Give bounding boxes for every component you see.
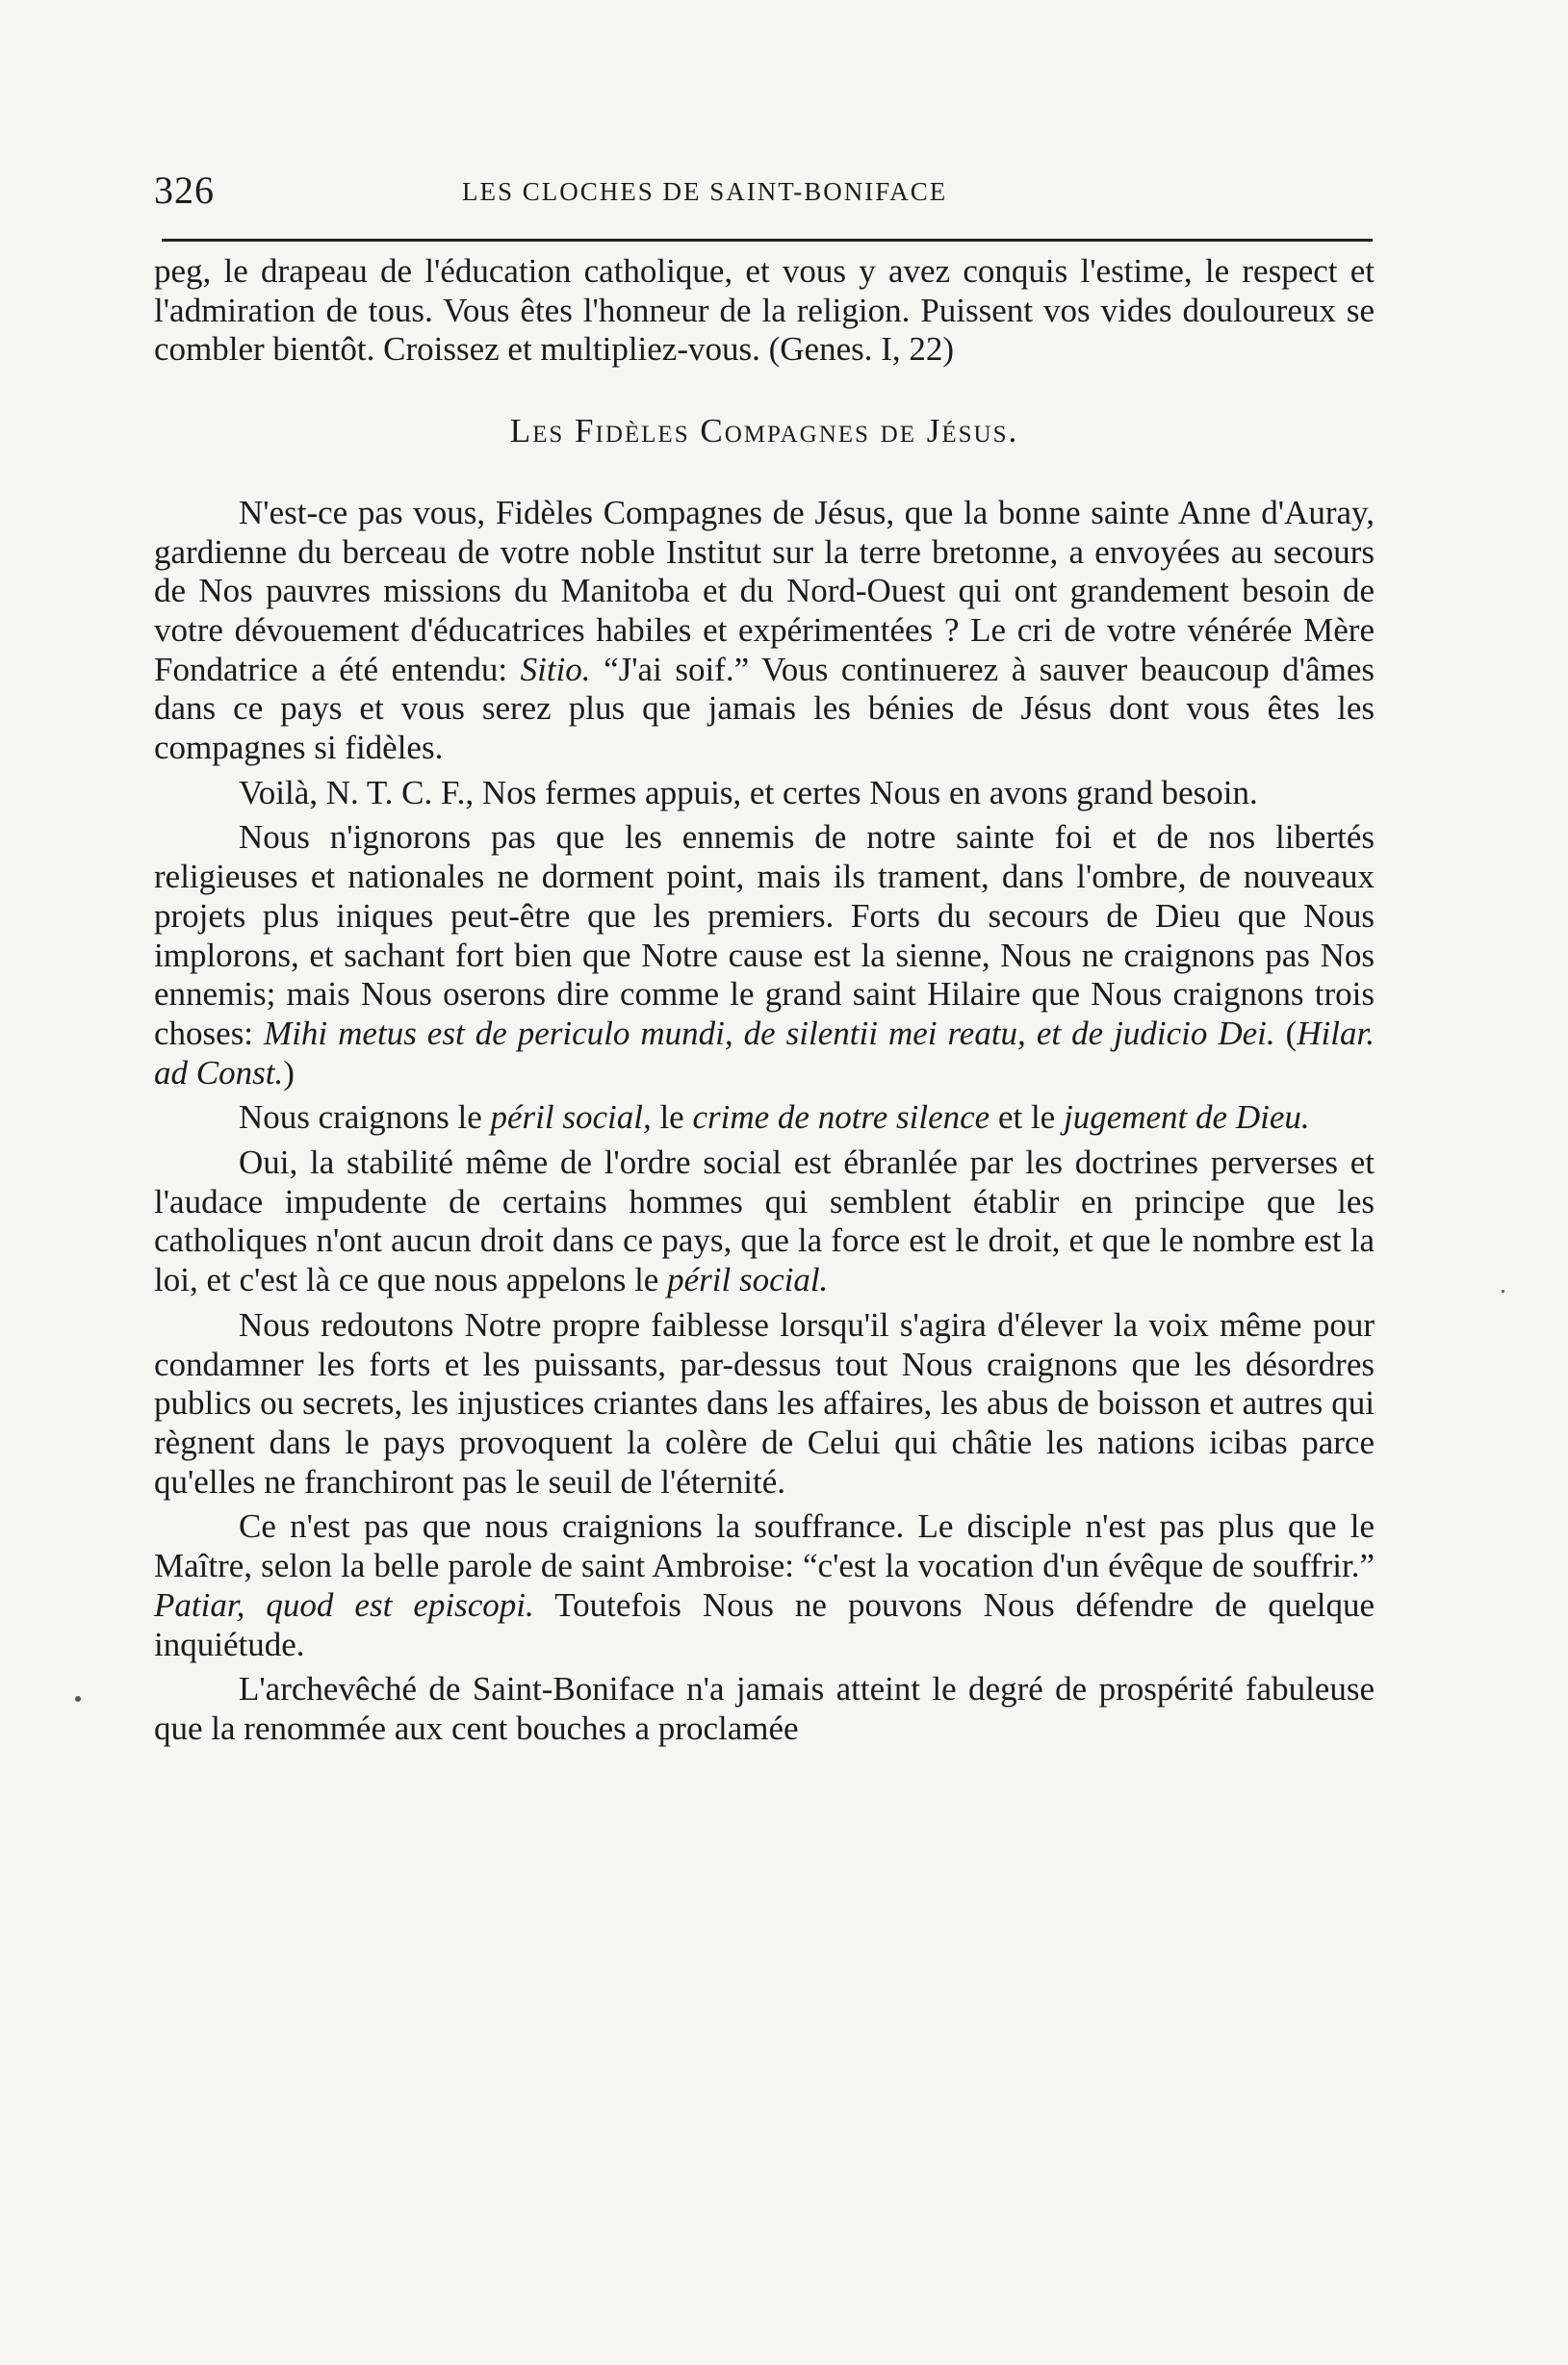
paragraph: [154, 494, 1375, 768]
page-header: [154, 164, 1372, 221]
text-run: le: [651, 1098, 693, 1137]
text-run: Nous craignons le: [239, 1098, 491, 1137]
scan-speck: [1502, 1290, 1504, 1293]
section-title: [154, 412, 1375, 451]
text-run: Les Fidèles Compagnes de Jésus.: [509, 412, 1019, 450]
header-rule: [162, 239, 1373, 242]
paragraph: [154, 1306, 1375, 1503]
text-run: et le: [990, 1098, 1064, 1137]
scan-speck: [75, 1696, 81, 1702]
text-run: L'archevêché de Saint-Boniface n'a jamais atteint le degré de prospérité fabuleuse que la renommée aux cent bouches a proclamée: [154, 1670, 1375, 1747]
text-run: Nous redoutons Notre propre faiblesse lorsqu'il s'agira d'élever la voix même pour condamner les forts et les puissants, par-dessus tout Nous craignons que les désordres publics ou secrets, les injustices criantes dans les affaires, les abus de boisson et autres qui règnent dans le pays provoquent la colère de Celui qui châtie les nations icibas parce qu'elles ne franchiront pas le seuil de l'éternité.: [154, 1305, 1375, 1501]
paragraph: [154, 1144, 1375, 1300]
paragraph: [154, 1507, 1375, 1664]
running-title: LES CLOCHES DE SAINT-BONIFACE: [462, 177, 948, 206]
text-run: “J'ai soif.” Vous continuerez à sauver beaucoup d'âmes dans ce pays et vous serez plus que jamais les bénies de Jésus dont vous êtes les compagnes si fidèles.: [154, 650, 1375, 767]
page-number: 326: [154, 168, 215, 212]
italic-text: péril social,: [490, 1098, 652, 1137]
text-run: ): [283, 1053, 295, 1092]
paragraph: [154, 1098, 1375, 1138]
paragraph: [154, 1670, 1375, 1748]
italic-text: Patiar, quod est episcopi.: [154, 1585, 534, 1624]
italic-text: Sitio.: [520, 650, 591, 688]
italic-text: Mihi metus est de periculo mundi, de silentii mei reatu, et de judicio Dei.: [264, 1014, 1275, 1052]
italic-text: péril social.: [667, 1261, 829, 1299]
text-run: Ce n'est pas que nous craignions la souffrance. Le disciple n'est pas plus que le Maître, selon la belle parole de saint Ambroise: “c'est la vocation d'un évêque de souffrir.”: [154, 1507, 1375, 1585]
text-run: Oui, la stabilité même de l'ordre social est ébranlée par les doctrines perverses et l'audace impudente de certains hommes qui semblent établir en principe que les catholiques n'ont aucun droit dans ce pays, que la force est le droit, et que le nombre est la loi, et c'est là ce que nous appelons le: [154, 1144, 1375, 1299]
paragraph-continuation: [154, 252, 1375, 370]
body-text: [154, 252, 1375, 1749]
text-run: (: [1274, 1014, 1298, 1052]
italic-text: Hilar. ad Const.: [154, 1014, 1375, 1092]
text-run: N'est-ce pas vous, Fidèles Compagnes de Jésus, que la bonne sainte Anne d'Auray, gardienne du berceau de votre noble Institut sur la terre bretonne, a envoyées au secours de Nos pauvres missions du Manitoba et du Nord-Ouest qui ont grandement besoin de votre dévouement d'éducatrices habiles et expérimentées ? Le cri de votre vénérée Mère Fondatrice a été entendu:: [154, 493, 1375, 688]
text-run: peg, le drapeau de l'éducation catholique, et vous y avez conquis l'estime, le respect et l'admiration de tous. Vous êtes l'honneur de la religion. Puissent vos vides douloureux se combler bientôt. Croissez et multipliez-vous. (Genes. I, 22): [154, 252, 1375, 369]
paragraph: [154, 774, 1375, 813]
text-run: Toutefois Nous ne pouvons Nous défendre de quelque inquiétude.: [154, 1585, 1375, 1663]
italic-text: jugement de Dieu.: [1063, 1098, 1310, 1137]
text-run: Nous n'ignorons pas que les ennemis de notre sainte foi et de nos libertés religieuses et nationales ne dorment point, mais ils trament, dans l'ombre, de nouveaux projets plus iniques peut-être que les premiers. Forts du secours de Dieu que Nous implorons, et sachant fort bien que Notre cause est la sienne, Nous ne craignons pas Nos ennemis; mais Nous oserons dire comme le grand saint Hilaire que Nous craignons trois choses:: [154, 818, 1375, 1052]
paragraph: [154, 818, 1375, 1093]
text-run: Voilà, N. T. C. F., Nos fermes appuis, et certes Nous en avons grand besoin.: [239, 773, 1258, 811]
italic-text: crime de notre silence: [692, 1098, 990, 1137]
